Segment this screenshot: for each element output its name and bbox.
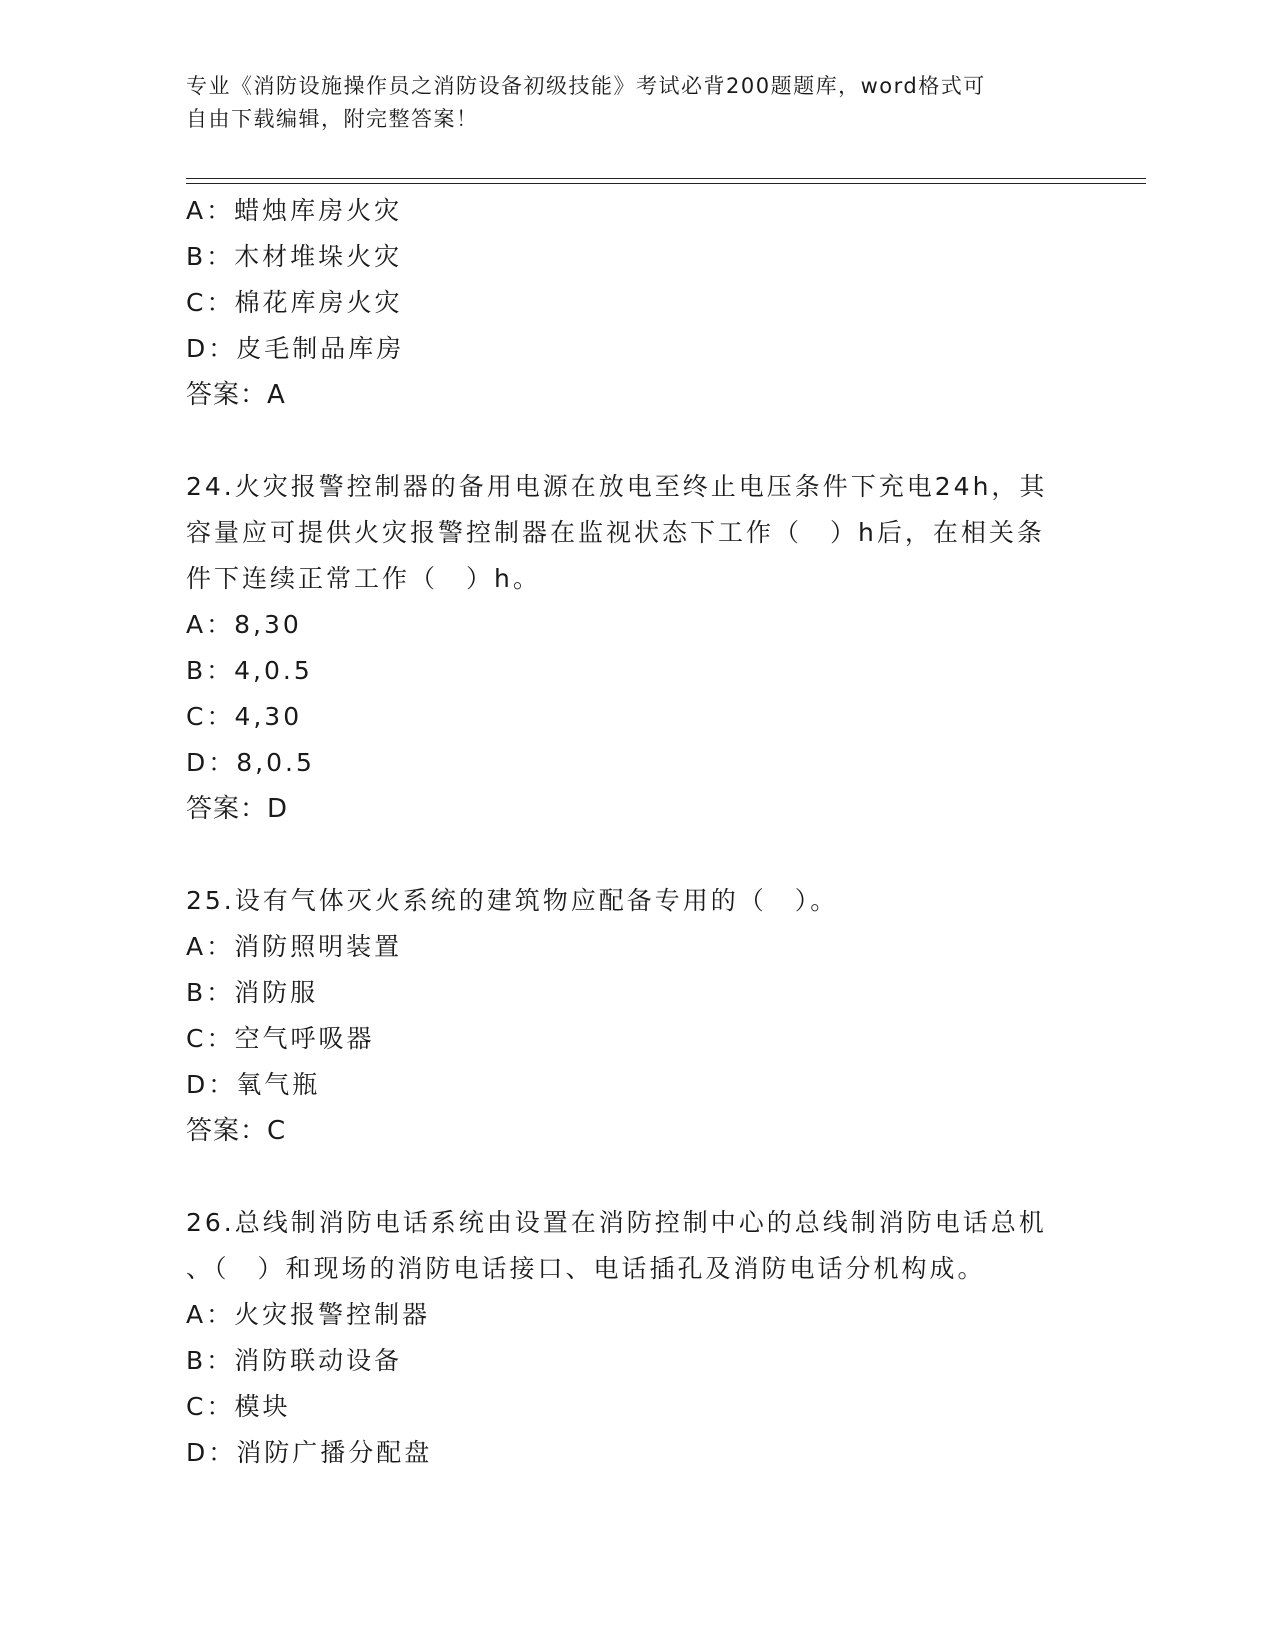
option-c: C：棉花库房火灾 bbox=[186, 288, 403, 317]
spacer bbox=[186, 418, 1086, 464]
option-d: D：消防广播分配盘 bbox=[186, 1438, 433, 1467]
question-stem bbox=[186, 1200, 1086, 1292]
question-stem bbox=[186, 464, 1086, 602]
header-divider-bottom bbox=[186, 183, 1146, 184]
spacer bbox=[186, 832, 1086, 878]
option-b: B：木材堆垛火灾 bbox=[186, 242, 403, 271]
question-26 bbox=[186, 1200, 1086, 1476]
question-list bbox=[186, 188, 1086, 1476]
option-a: A：消防照明装置 bbox=[186, 932, 403, 961]
header-title-line-2: 自由下载编辑，附完整答案！ bbox=[186, 107, 479, 131]
stem-line: 、（ ）和现场的消防电话接口、电话插孔及消防电话分机构成。 bbox=[186, 1254, 986, 1283]
option-b: B：消防联动设备 bbox=[186, 1346, 403, 1375]
option-a: A：蜡烛库房火灾 bbox=[186, 196, 403, 225]
answer: 答案：C bbox=[186, 1116, 287, 1146]
option-a: A：火灾报警控制器 bbox=[186, 1300, 431, 1329]
option-c: C：4,30 bbox=[186, 702, 303, 731]
option-c: C：空气呼吸器 bbox=[186, 1024, 375, 1053]
option-a: A：8,30 bbox=[186, 610, 302, 639]
option-b: B：消防服 bbox=[186, 978, 319, 1007]
stem-line: 25.设有气体灭火系统的建筑物应配备专用的（ ）。 bbox=[186, 886, 839, 915]
stem-line: 容量应可提供火灾报警控制器在监视状态下工作（ ）h后，在相关条 bbox=[186, 518, 1045, 547]
option-d: D：皮毛制品库房 bbox=[186, 334, 405, 363]
option-c: C：模块 bbox=[186, 1392, 291, 1421]
header-title-line-1: 专业《消防设施操作员之消防设备初级技能》考试必背200题题库，word格式可 bbox=[186, 74, 986, 98]
stem-line: 26.总线制消防电话系统由设置在消防控制中心的总线制消防电话总机 bbox=[186, 1208, 1047, 1237]
spacer bbox=[186, 1154, 1086, 1200]
question-25 bbox=[186, 878, 1086, 1154]
question-24 bbox=[186, 464, 1086, 832]
answer: 答案：D bbox=[186, 794, 289, 824]
document-header bbox=[186, 70, 1066, 136]
question-stem bbox=[186, 878, 1086, 924]
stem-line: 件下连续正常工作（ ）h。 bbox=[186, 564, 541, 593]
option-d: D：氧气瓶 bbox=[186, 1070, 321, 1099]
option-d: D：8,0.5 bbox=[186, 748, 315, 777]
header-divider-top bbox=[186, 178, 1146, 179]
answer: 答案：A bbox=[186, 380, 286, 410]
question-23 bbox=[186, 188, 1086, 418]
stem-line: 24.火灾报警控制器的备用电源在放电至终止电压条件下充电24h，其 bbox=[186, 472, 1048, 501]
option-b: B：4,0.5 bbox=[186, 656, 313, 685]
